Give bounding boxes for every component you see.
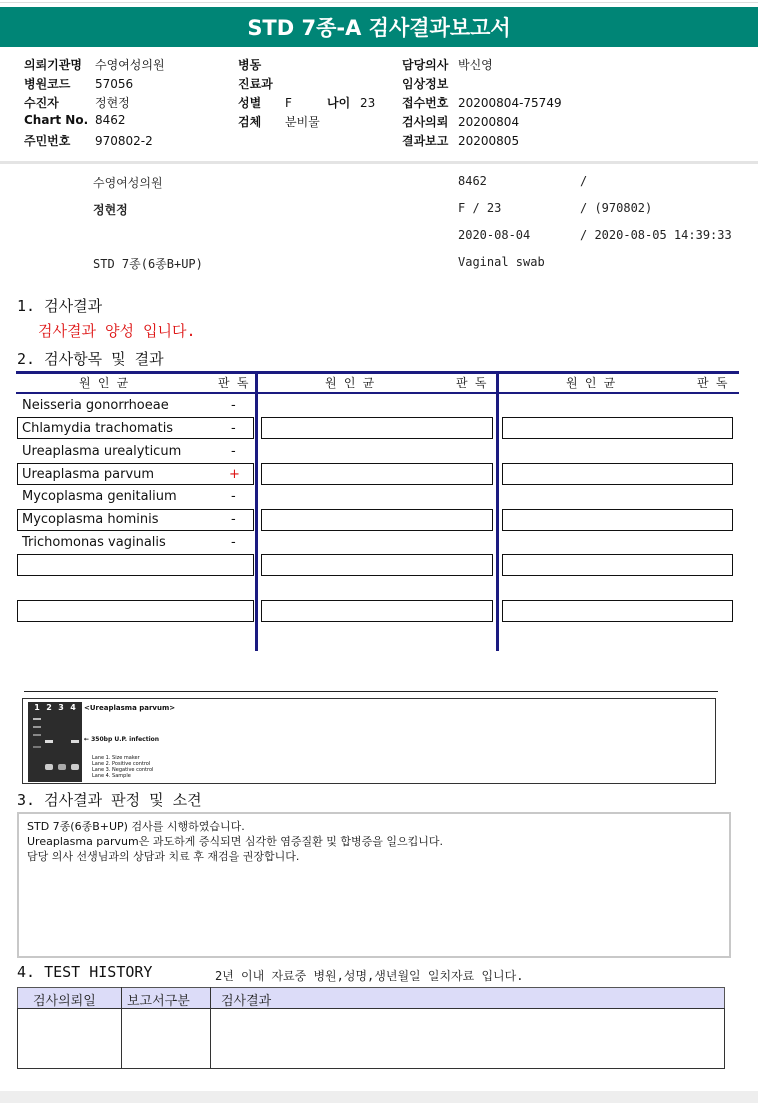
row-box: [261, 509, 493, 531]
header-label: 병원코드: [24, 77, 71, 91]
organism-result: -: [231, 535, 236, 550]
organism-name: Ureaplasma urealyticum: [22, 444, 182, 459]
history-col-type: 보고서구분: [127, 994, 190, 1009]
history-header-row: [17, 987, 725, 1009]
summary-report-datetime: / 2020-08-05 14:39:33: [580, 228, 732, 242]
header-value: 20200804: [458, 115, 520, 129]
organism-result: -: [231, 489, 236, 504]
history-col-date: 검사의뢰일: [33, 994, 96, 1009]
row-box: [17, 600, 254, 622]
organism-name: Chlamydia trachomatis: [22, 421, 174, 436]
header-value: 수영여성의원: [95, 58, 165, 72]
findings-line: STD 7종(6종B+UP) 검사를 시행하였습니다.: [27, 820, 245, 833]
findings-text: [27, 819, 443, 864]
gel-legend-item: Lane 4. Sample: [92, 773, 131, 779]
header-value: 20200804-75749: [458, 96, 562, 110]
gel-legend: [92, 755, 153, 779]
header-label: 담당의사: [402, 58, 449, 72]
dept-label: 진료과: [238, 77, 273, 91]
summary-slash: /: [580, 174, 588, 188]
lane-number: 1: [34, 703, 40, 712]
gel-band: [33, 734, 41, 736]
gel-band: [33, 746, 41, 748]
header-col3: [402, 56, 562, 151]
row-box: [261, 417, 493, 439]
lane-number: 4: [70, 703, 76, 712]
section3-heading: 3. 검사결과 판정 및 소견: [17, 791, 202, 809]
row-box: [17, 554, 254, 576]
row-box: [261, 463, 493, 485]
header-value: 박신영: [458, 58, 493, 72]
gel-band: [33, 718, 41, 720]
organism-result: -: [231, 421, 236, 436]
history-body: [17, 1008, 725, 1069]
organism-name-positive: Ureaplasma parvum: [22, 467, 155, 482]
history-col-divider: [210, 987, 211, 1069]
summary-specimen: Vaginal swab: [458, 255, 545, 269]
summary-sex-age: F / 23: [458, 201, 502, 215]
row-box: [502, 509, 733, 531]
organism-name: Mycoplasma genitalium: [22, 489, 177, 504]
header-label: 주민번호: [24, 134, 71, 148]
organism-name: Trichomonas vaginalis: [22, 535, 166, 550]
header-label: 수진자: [24, 96, 59, 110]
section1-heading: 1. 검사결과: [17, 297, 103, 315]
col-result-header: 판 독: [456, 376, 487, 390]
lane-number: 3: [58, 703, 64, 712]
header-label: 접수번호: [402, 96, 449, 110]
col-organism-header: 원 인 균: [325, 376, 375, 390]
sex-value: F: [285, 96, 292, 110]
row-box: [502, 417, 733, 439]
top-divider: [0, 2, 758, 3]
specimen-label: 검체: [238, 115, 262, 129]
section2-heading: 2. 검사항목 및 결과: [17, 350, 164, 368]
summary-hospital: 수영여성의원: [93, 176, 163, 190]
lane-number: 2: [46, 703, 52, 712]
arrow-left-icon: ←: [84, 736, 90, 743]
gel-legend-item: Lane 3. Negative control: [92, 767, 154, 773]
section4-heading: 4. TEST HISTORY: [17, 963, 153, 981]
gel-band: [33, 726, 41, 728]
col-organism-header: 원 인 균: [566, 376, 616, 390]
header-value: 8462: [95, 113, 126, 127]
header-label: 결과보고: [402, 134, 449, 148]
age-value: 23: [360, 96, 376, 110]
header-divider: [0, 161, 758, 164]
header-label: 임상정보: [402, 77, 449, 91]
gel-legend-item: Lane 2. Positive control: [92, 761, 151, 767]
section1-result: 검사결과 양성 입니다.: [38, 322, 196, 340]
organism-result-positive: +: [229, 467, 240, 482]
history-col-result: 검사결과: [221, 994, 272, 1009]
gel-band: [45, 740, 53, 743]
organism-result: -: [231, 398, 236, 413]
gel-image: [28, 702, 82, 782]
history-col-divider: [121, 987, 122, 1069]
header-value: 57056: [95, 77, 134, 91]
row-box: [261, 554, 493, 576]
header-col2: [238, 56, 375, 132]
section4-note: 2년 이내 자료중 병원,성명,생년월일 일치자료 입니다.: [215, 969, 524, 983]
gel-band: [45, 764, 53, 770]
organism-result: -: [231, 444, 236, 459]
header-label: Chart No.: [24, 113, 89, 127]
specimen-value: 분비물: [285, 115, 320, 129]
summary-test-name: STD 7종(6종B+UP): [93, 257, 203, 271]
header-value: 정현정: [95, 96, 130, 110]
header-value: 970802-2: [95, 134, 153, 148]
sex-label: 성별: [238, 96, 262, 110]
table-vrule-1: [255, 371, 258, 651]
summary-patient: 정현정: [93, 203, 128, 217]
col-organism-header: 원 인 균: [79, 376, 129, 390]
table-vrule-2: [496, 371, 499, 651]
findings-line: Ureaplasma parvum은 과도하게 증식되면 심각한 염증질환 및 합병증을 일으킵니다.: [27, 835, 443, 848]
row-box: [261, 600, 493, 622]
row-box: [502, 463, 733, 485]
report-title: STD 7종-A 검사결과보고서: [0, 7, 758, 47]
gel-band: [71, 740, 79, 743]
gel-band-label: [84, 736, 159, 743]
summary-chart: 8462: [458, 174, 487, 188]
findings-line: 담당 의사 선생님과의 상담과 치료 후 재검을 권장합니다.: [27, 850, 300, 863]
header-label: 검사의뢰: [402, 115, 449, 129]
summary-request-date: 2020-08-04: [458, 228, 531, 242]
age-label: 나이: [327, 96, 351, 110]
gel-band: [71, 764, 79, 770]
header-col1: [24, 56, 165, 151]
page-footer-band: [0, 1091, 758, 1103]
organism-name: Mycoplasma hominis: [22, 512, 159, 527]
gel-band: [58, 764, 66, 770]
col-result-header: 판 독: [697, 376, 728, 390]
gel-title: <Ureaplasma parvum>: [84, 704, 176, 712]
ward-label: 병동: [238, 58, 262, 72]
row-box: [502, 600, 733, 622]
summary-rrn: / (970802): [580, 201, 653, 215]
gel-band-label-text: 350bp U.P. infection: [91, 736, 160, 743]
organism-result: -: [231, 512, 236, 527]
organism-name: Neisseria gonorrhoeae: [22, 398, 169, 413]
row-box: [502, 554, 733, 576]
header-value: 20200805: [458, 134, 520, 148]
gel-top-rule: [24, 691, 718, 692]
gel-legend-item: Lane 1. Size maker: [92, 755, 140, 761]
col-result-header: 판 독: [218, 376, 249, 390]
table-header-rule: [16, 392, 739, 394]
header-label: 의뢰기관명: [24, 58, 82, 72]
